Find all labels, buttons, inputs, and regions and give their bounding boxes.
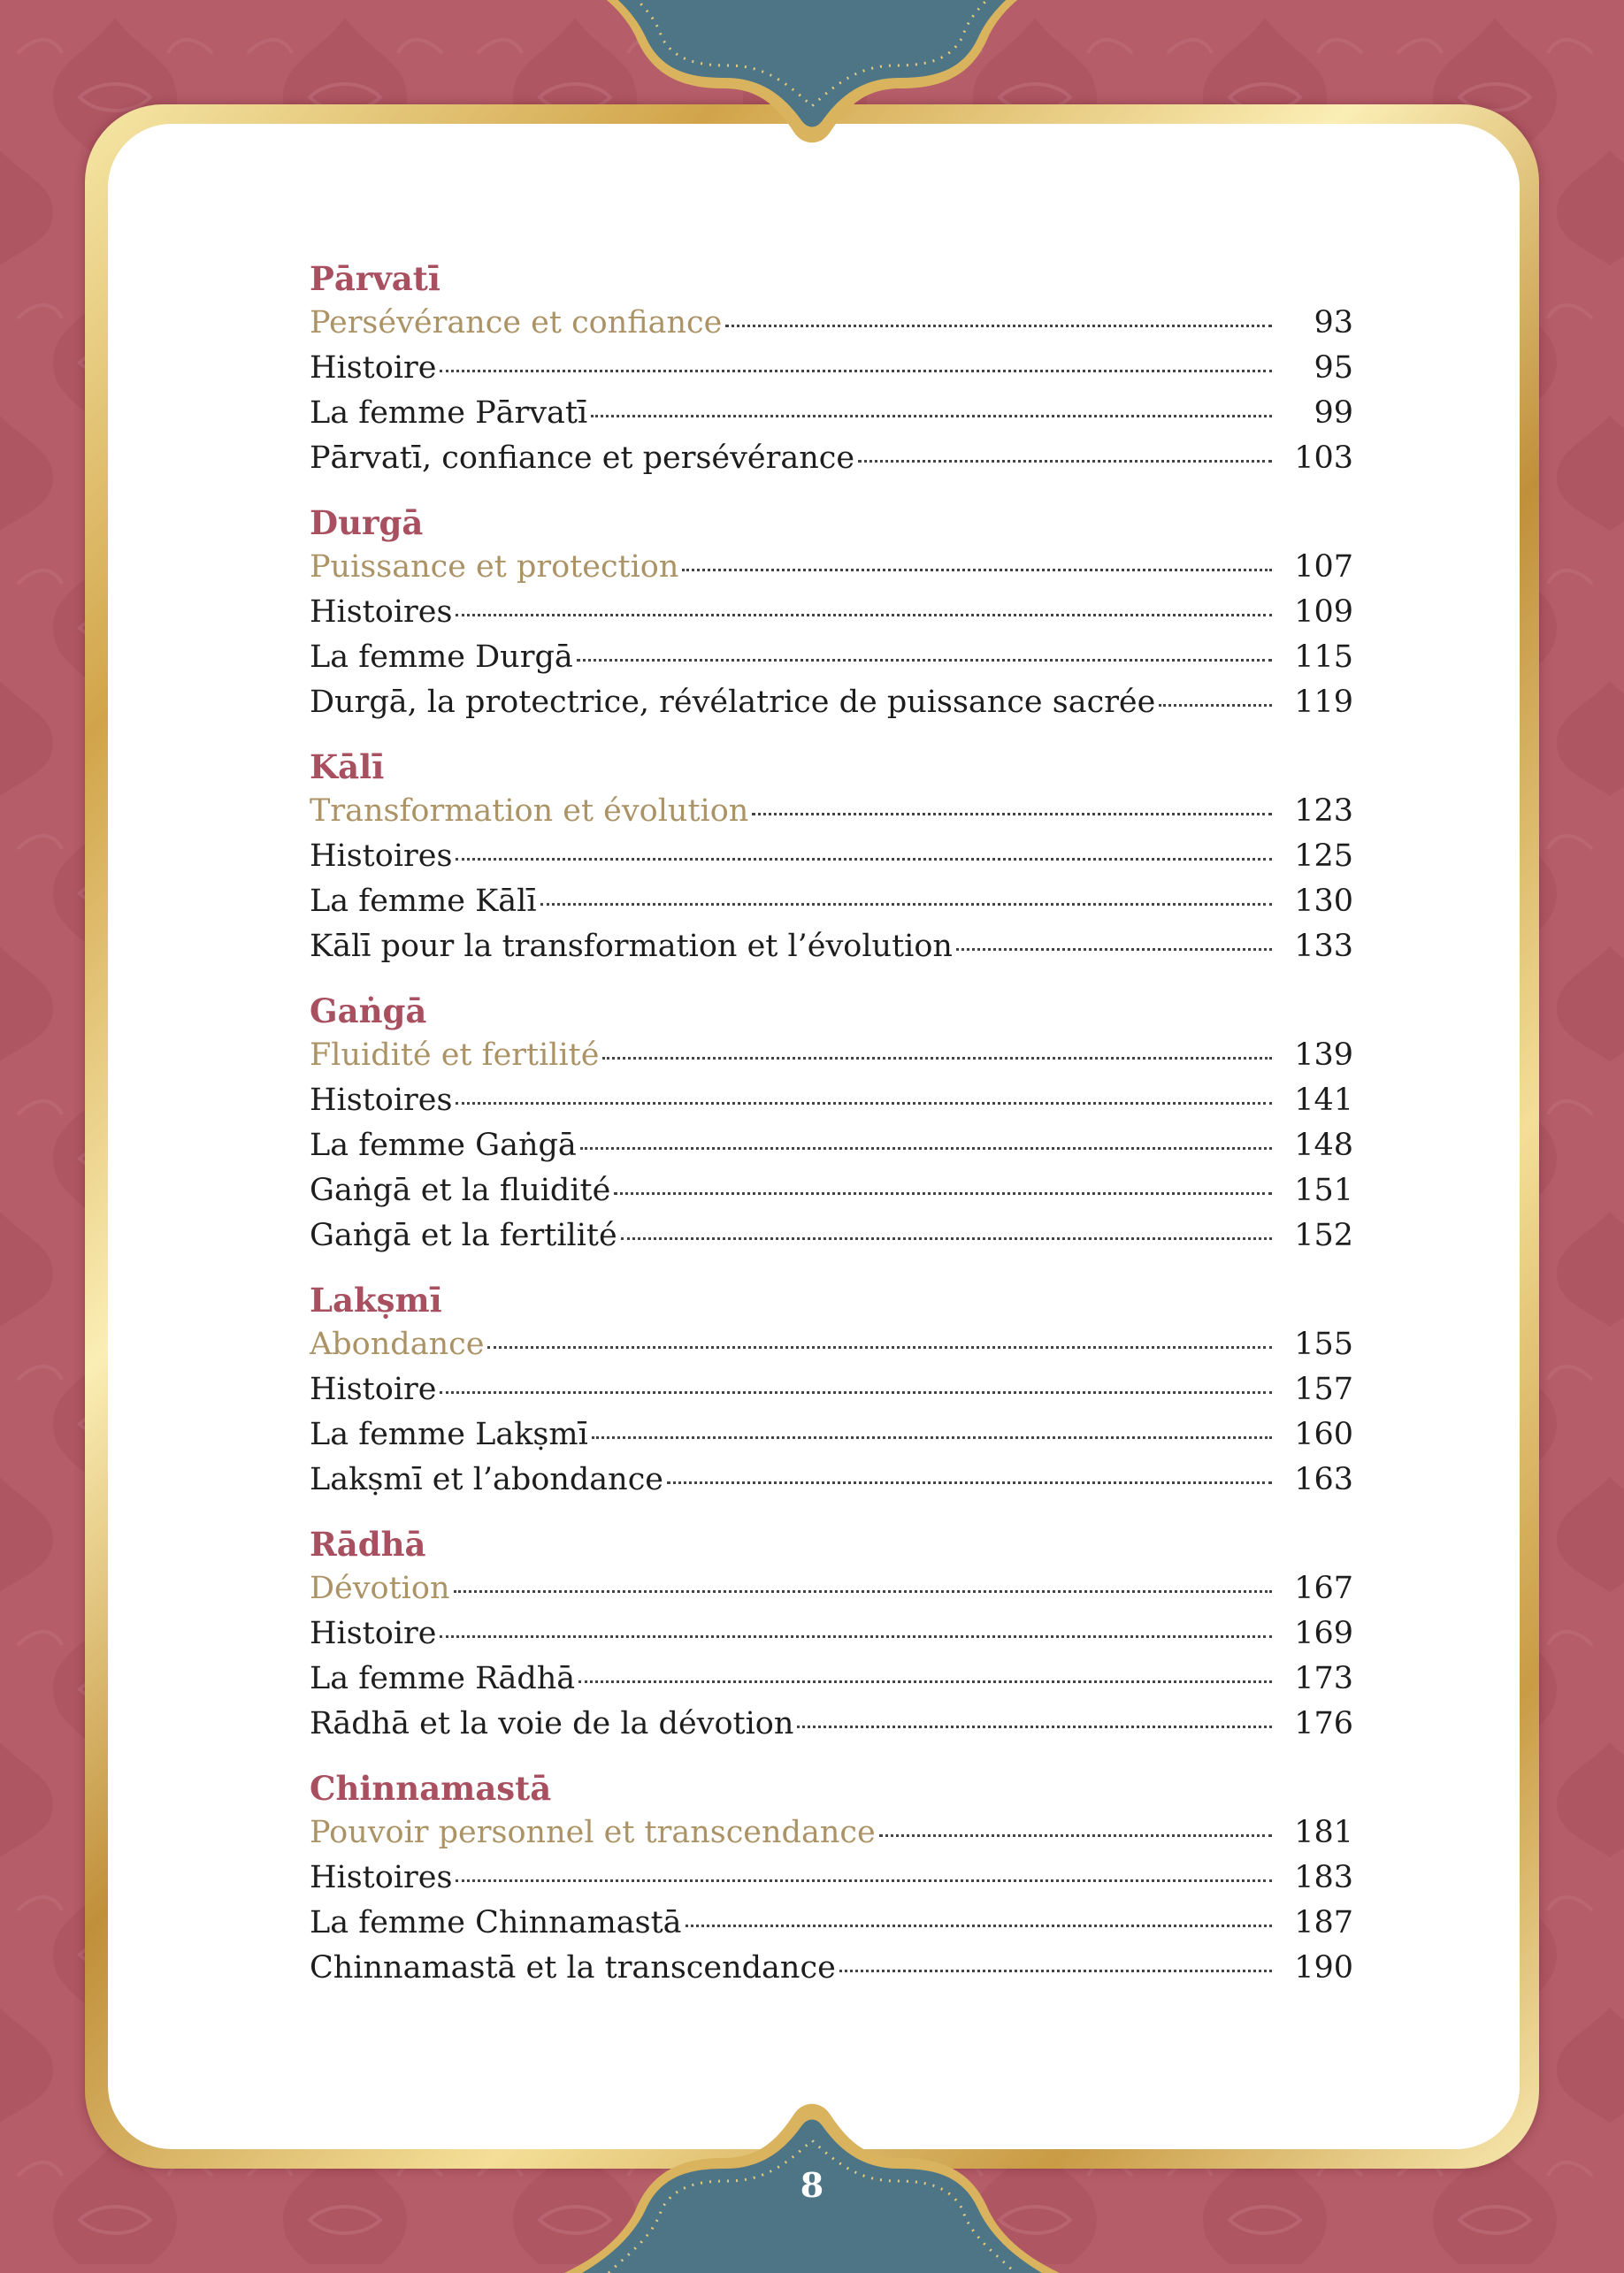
toc-entry[interactable] [310,346,1353,391]
entry-label: Histoires [310,594,453,630]
entry-label: Histoires [310,838,453,874]
entry-page-number: 107 [1294,549,1353,585]
dot-leader [580,1147,1272,1150]
entry-page-number: 160 [1294,1417,1353,1452]
entry-label: Pārvatī, confiance et persévérance [310,440,855,476]
entry-page-number: 109 [1294,594,1353,630]
entry-page-number: 163 [1294,1462,1353,1497]
entry-label: Pouvoir personnel et transcendance [310,1815,876,1850]
toc-entry[interactable] [310,1412,1353,1458]
entry-label: La femme Pārvatī [310,395,588,431]
entry-page-number: 181 [1294,1815,1353,1850]
entry-label: Kālī pour la transformation et l’évolution [310,929,953,964]
entry-label: La femme Lakṣmī [310,1417,588,1452]
toc-entry[interactable] [310,834,1353,879]
dot-leader [1159,704,1272,707]
entry-label: Histoires [310,1083,453,1118]
toc-entry[interactable] [310,924,1353,969]
toc-subtitle-entry[interactable] [310,789,1353,834]
dot-leader [456,1879,1272,1882]
section-title: Pārvatī [310,259,440,298]
entry-page-number: 119 [1294,685,1353,720]
entry-label: Histoire [310,1616,437,1651]
entry-page-number: 141 [1294,1083,1353,1118]
dot-leader [797,1726,1272,1728]
toc-entry[interactable] [310,1168,1353,1213]
entry-label: Rādhā et la voie de la dévotion [310,1706,794,1741]
dot-leader [956,948,1272,951]
toc-entry[interactable] [310,635,1353,680]
entry-page-number: 125 [1294,838,1353,874]
dot-leader [839,1970,1272,1972]
section-title: Lakṣmī [310,1281,442,1320]
top-ornament [547,0,1077,150]
entry-page-number: 190 [1294,1950,1353,1986]
entry-page-number: 93 [1314,305,1353,341]
entry-page-number: 95 [1314,350,1353,386]
entry-label: Histoire [310,350,437,386]
toc-entry[interactable] [310,1458,1353,1503]
toc-entry[interactable] [310,590,1353,635]
entry-label: Persévérance et confiance [310,305,723,341]
dot-leader [577,659,1272,662]
dot-leader [454,1590,1273,1593]
toc-entry[interactable] [310,391,1353,436]
toc-entry[interactable] [310,1702,1353,1747]
dot-leader [725,325,1272,327]
entry-page-number: 187 [1294,1905,1353,1940]
dot-leader [456,858,1272,861]
entry-label: Gaṅgā et la fluidité [310,1173,611,1208]
dot-leader [614,1192,1272,1195]
toc-section [310,745,1353,969]
entry-page-number: 152 [1294,1218,1353,1253]
entry-page-number: 169 [1294,1616,1353,1651]
dot-leader [440,1635,1272,1638]
toc-subtitle-entry[interactable] [310,545,1353,590]
dot-leader [487,1346,1272,1349]
entry-page-number: 123 [1294,793,1353,829]
toc-entry[interactable] [310,1946,1353,1991]
toc-entry[interactable] [310,1856,1353,1901]
toc-entry[interactable] [310,1213,1353,1259]
toc-entry[interactable] [310,879,1353,924]
entry-page-number: 99 [1314,395,1353,431]
entry-label: La femme Gaṅgā [310,1128,577,1163]
entry-label: Transformation et évolution [310,793,749,829]
entry-page-number: 133 [1294,929,1353,964]
toc-entry[interactable] [310,436,1353,481]
dot-leader [456,614,1272,616]
dot-leader [440,1391,1272,1394]
entry-label: Durgā, la protectrice, révélatrice de puissance sacrée [310,685,1156,720]
dot-leader [621,1237,1272,1240]
entry-page-number: 151 [1294,1173,1353,1208]
entry-label: Histoires [310,1860,453,1895]
entry-label: La femme Chinnamastā [310,1905,682,1940]
section-title: Chinnamastā [310,1769,552,1808]
dot-leader [591,415,1272,417]
section-title: Gaṅgā [310,991,427,1030]
entry-page-number: 176 [1294,1706,1353,1741]
entry-page-number: 173 [1294,1661,1353,1696]
dot-leader [858,460,1272,463]
entry-label: Histoire [310,1372,437,1407]
table-of-contents [310,256,1353,2010]
toc-entry[interactable] [310,1367,1353,1412]
toc-entry[interactable] [310,680,1353,725]
toc-subtitle-entry[interactable] [310,1033,1353,1078]
entry-page-number: 157 [1294,1372,1353,1407]
toc-section [310,989,1353,1259]
entry-label: La femme Durgā [310,639,573,675]
section-title: Durgā [310,503,424,542]
entry-label: Fluidité et fertilité [310,1037,600,1073]
dot-leader [540,903,1272,906]
dot-leader [686,1925,1272,1927]
entry-label: La femme Rādhā [310,1661,576,1696]
entry-label: Abondance [310,1327,485,1362]
dot-leader [440,370,1272,372]
entry-page-number: 148 [1294,1128,1353,1163]
entry-label: Gaṅgā et la fertilité [310,1218,617,1253]
section-title: Rādhā [310,1525,426,1564]
entry-label: Puissance et protection [310,549,679,585]
dot-leader [682,569,1272,571]
entry-page-number: 155 [1294,1327,1353,1362]
entry-label: Lakṣmī et l’abondance [310,1462,664,1497]
toc-section [310,1278,1353,1503]
dot-leader [667,1481,1272,1484]
entry-page-number: 130 [1294,884,1353,919]
toc-section [310,1766,1353,1991]
dot-leader [752,813,1272,815]
entry-page-number: 139 [1294,1037,1353,1073]
dot-leader [879,1834,1272,1837]
toc-subtitle-entry[interactable] [310,301,1353,346]
toc-entry[interactable] [310,1657,1353,1702]
page-number: 8 [800,2165,824,2205]
entry-page-number: 183 [1294,1860,1353,1895]
toc-entry[interactable] [310,1611,1353,1657]
dot-leader [456,1102,1272,1105]
entry-page-number: 167 [1294,1571,1353,1606]
entry-label: La femme Kālī [310,884,537,919]
dot-leader [602,1057,1272,1060]
toc-subtitle-entry[interactable] [310,1810,1353,1856]
entry-page-number: 103 [1294,440,1353,476]
toc-section [310,501,1353,725]
dot-leader [578,1680,1272,1683]
section-title: Kālī [310,747,385,786]
entry-label: Dévotion [310,1571,450,1606]
toc-section [310,1522,1353,1747]
toc-subtitle-entry[interactable] [310,1566,1353,1611]
entry-page-number: 115 [1294,639,1353,675]
toc-entry[interactable] [310,1123,1353,1168]
toc-entry[interactable] [310,1901,1353,1946]
toc-subtitle-entry[interactable] [310,1322,1353,1367]
dot-leader [592,1436,1272,1439]
toc-section [310,256,1353,481]
entry-label: Chinnamastā et la transcendance [310,1950,836,1986]
toc-entry[interactable] [310,1078,1353,1123]
